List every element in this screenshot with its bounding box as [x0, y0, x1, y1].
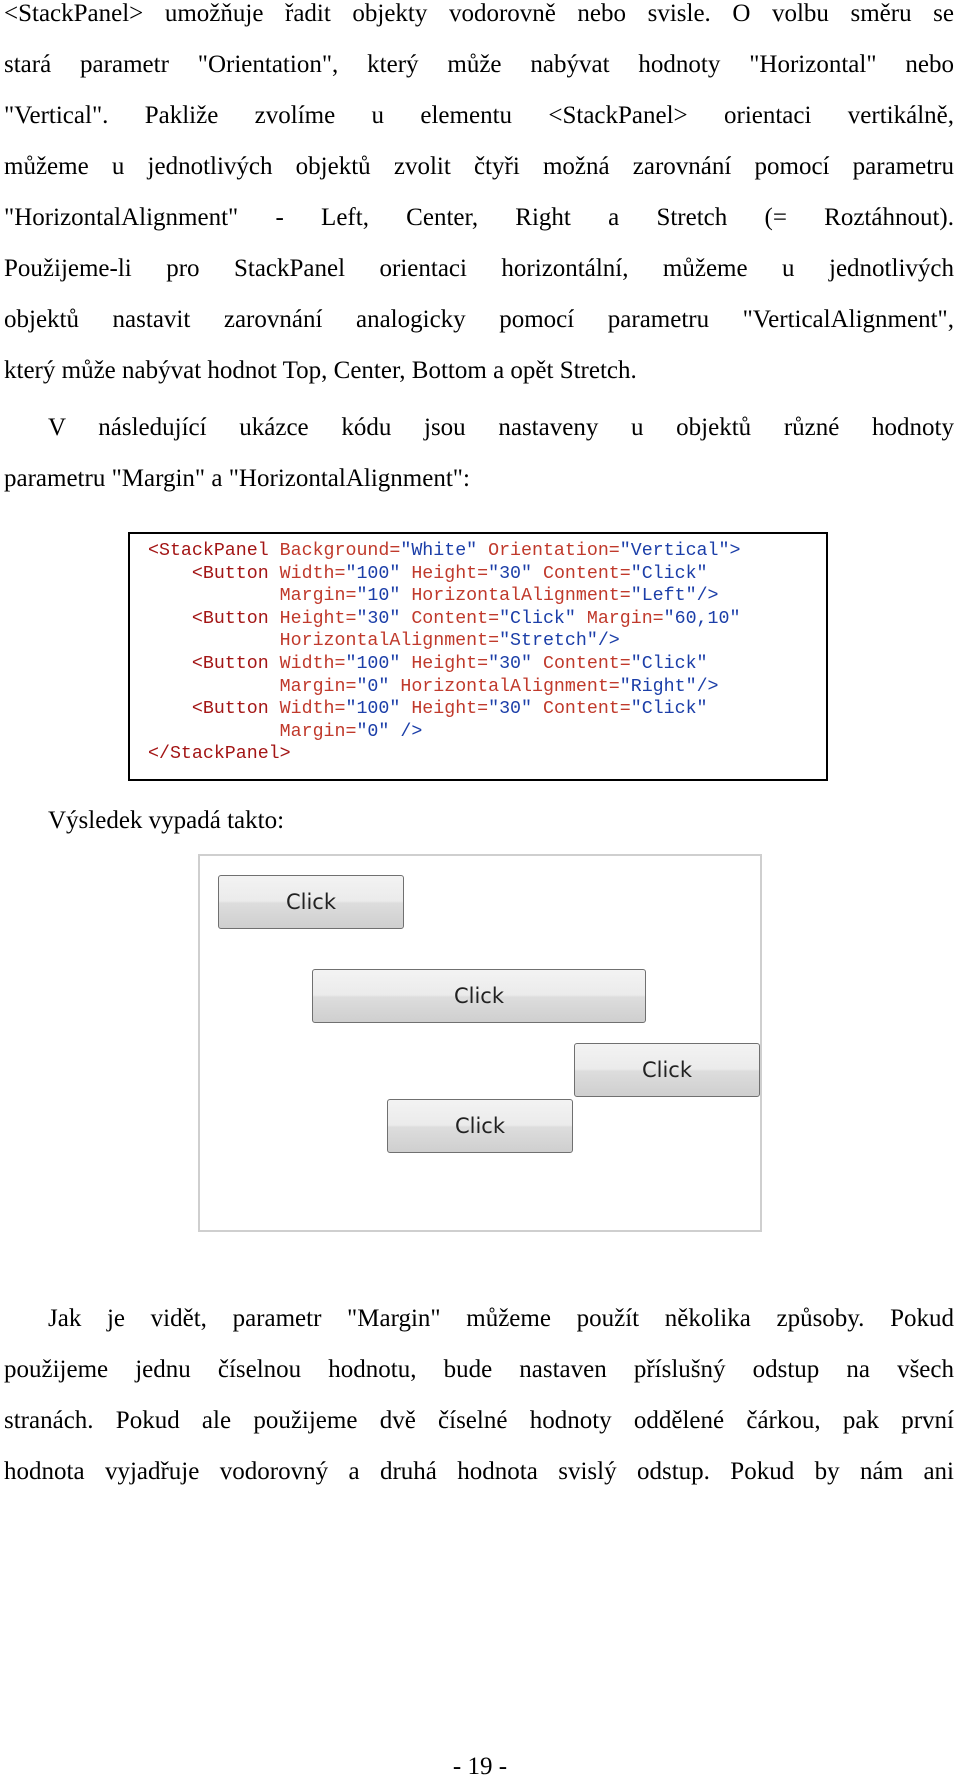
- code-line: <Button Width="100" Height="30" Content="Click": [191, 654, 708, 674]
- code-line: <Button Width="100" Height="30" Content="Click": [191, 699, 708, 720]
- code-line: </StackPanel>: [148, 744, 291, 765]
- button-label: Click: [454, 1114, 506, 1138]
- button-label: Click: [453, 984, 505, 1008]
- code-line: HorizontalAlignment="Stretch"/>: [279, 631, 620, 652]
- stackpanel-preview: [198, 854, 762, 1232]
- button-label: Click: [641, 1058, 693, 1082]
- text-line: můžeme u jednotlivých objektů zvolit čtyři možná zarovnání pomocí parametru: [4, 153, 954, 180]
- text-line: <StackPanel> umožňuje řadit objekty vodorovně nebo svisle. O volbu směru se: [4, 0, 954, 27]
- code-line: Margin="0" HorizontalAlignment="Right"/>: [279, 676, 719, 697]
- text-line: který může nabývat hodnot Top, Center, Bottom a opět Stretch.: [4, 357, 637, 384]
- text-line: hodnota vyjadřuje vodorovný a druhá hodnota svislý odstup. Pokud by nám ani: [4, 1458, 954, 1485]
- code-line: <Button Height="30" Content="Click" Margin="60,10": [191, 608, 741, 629]
- text-line: stará parametr "Orientation", který může nabývat hodnoty "Horizontal" nebo: [4, 51, 954, 78]
- code-listing: [128, 532, 828, 781]
- button-label: Click: [285, 890, 337, 914]
- result-label: Výsledek vypadá takto:: [48, 807, 285, 834]
- paragraph-margin-explanation: [4, 1293, 954, 1497]
- code-line: Margin="10" HorizontalAlignment="Left"/>: [279, 586, 719, 607]
- click-button-left[interactable]: [218, 875, 404, 929]
- code-line: <StackPanel Background="White" Orientation="Vertical">: [148, 541, 741, 561]
- page-number: - 19 -: [452, 1753, 508, 1780]
- text-line: objektů nastavit zarovnání analogicky pomocí parametru "VerticalAlignment",: [4, 306, 954, 333]
- code-line: <Button Width="100" Height="30" Content="Click": [191, 563, 708, 584]
- code-line: Margin="0" />: [279, 721, 423, 742]
- paragraph-code-intro: [4, 402, 954, 504]
- paragraph-stackpanel-intro: [4, 0, 954, 396]
- text-line: Jak je vidět, parametr "Margin" můžeme použít několika způsoby. Pokud: [48, 1305, 954, 1332]
- text-line: "Vertical". Pakliže zvolíme u elementu <StackPanel> orientaci vertikálně,: [4, 102, 954, 129]
- text-line: parametru "Margin" a "HorizontalAlignment":: [4, 465, 470, 492]
- text-line: V následující ukázce kódu jsou nastaveny u objektů různé hodnoty: [48, 414, 954, 441]
- text-line: stranách. Pokud ale použijeme dvě číselné hodnoty oddělené čárkou, pak první: [4, 1407, 954, 1434]
- text-line: použijeme jednu číselnou hodnotu, bude nastaven příslušný odstup na všech: [4, 1356, 954, 1383]
- click-button-right[interactable]: [574, 1043, 760, 1097]
- click-button-stretch[interactable]: [312, 969, 646, 1023]
- text-line: Použijeme-li pro StackPanel orientaci horizontální, můžeme u jednotlivých: [4, 255, 954, 282]
- click-button-center[interactable]: [387, 1099, 573, 1153]
- text-line: "HorizontalAlignment" - Left, Center, Right a Stretch (= Roztáhnout).: [4, 204, 954, 231]
